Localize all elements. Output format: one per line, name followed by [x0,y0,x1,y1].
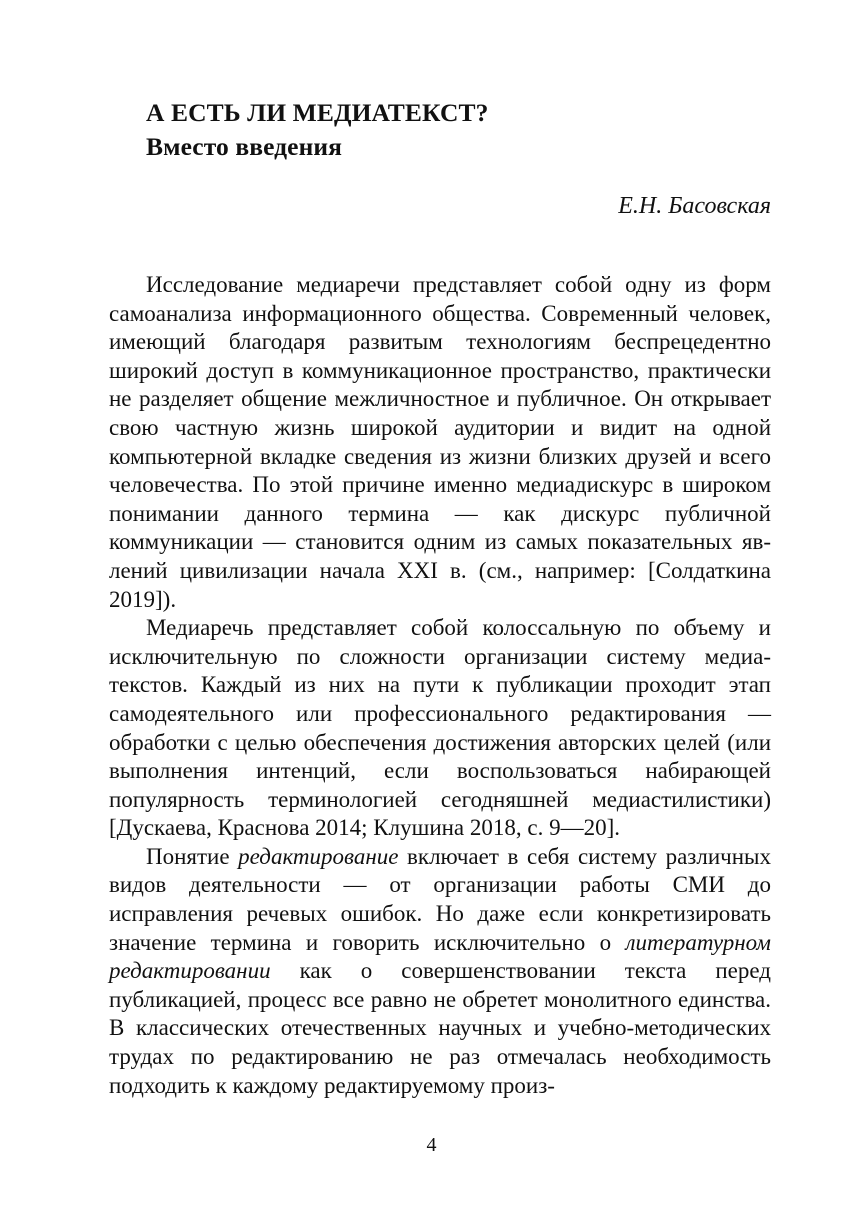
paragraph-3-text-a: Понятие [146,843,239,869]
chapter-title [146,96,771,164]
paragraph-2 [109,614,771,843]
paragraph-3-text-c: как о совершенствовании текста перед публикацией, процесс все равно не обретет монолитного единства. В классических отечественных научных и учебно-методических трудах по редактированию не раз отмечалась необходимость подходить к каждому редактируемому произ- [109,958,771,1098]
page-number: 4 [426,1134,437,1156]
chapter-title-line-1: А ЕСТЬ ЛИ МЕДИАТЕКСТ? [146,98,489,127]
paragraph-1-text: Исследование медиаречи представляет собой одну из форм самоанализа информационного общества. Современный человек, имеющий благодаря развитым технологиям беспрецедентно широкий доступ в коммуникационное пространство, практически не разделяет общение межличностное и публичное. Он открывает свою частную жизнь широкой аудитории и видит на одной компьютерной вкладке сведения из жизни близких друзей и всего человечества. По этой причине именно медиадискурс в широком понимании данного термина — как дискурс публичной коммуникации — становится одним из самых показательных явлений цивилизации начала XXI в. (см., например: [Солдаткина 2019]). [109,272,771,612]
term-literary-editing: литературном редактировании [109,929,771,984]
paragraph-1 [109,271,771,614]
chapter-subtitle: Вместо введения [146,132,343,161]
body-text [109,271,771,1100]
term-redaktirovanie: редактирование [238,843,399,869]
paragraph-3 [109,843,771,1100]
document-page [109,96,771,1100]
author-name: Е.Н. Басовская [618,193,771,219]
paragraph-3-text-b: включает в себя систему различных видов деятельности — от организации работы СМИ до исправления речевых ошибок. Но даже если конкретизировать значение термина и говорить исключительно о [109,843,771,955]
paragraph-2-text: Медиаречь представляет собой колоссальную по объему и исключительную по сложности организации систему медиатекстов. Каждый из них на пути к публикации проходит этап самодеятельного или профессионального редактирования — обработки с целью обеспечения достижения авторских целей (или выполнения интенций, если воспользоваться набирающей популярность терминологией сегодняшней медиастилистики) [Дускаева, Краснова 2014; Клушина 2018, с. 9—20]. [109,615,771,841]
